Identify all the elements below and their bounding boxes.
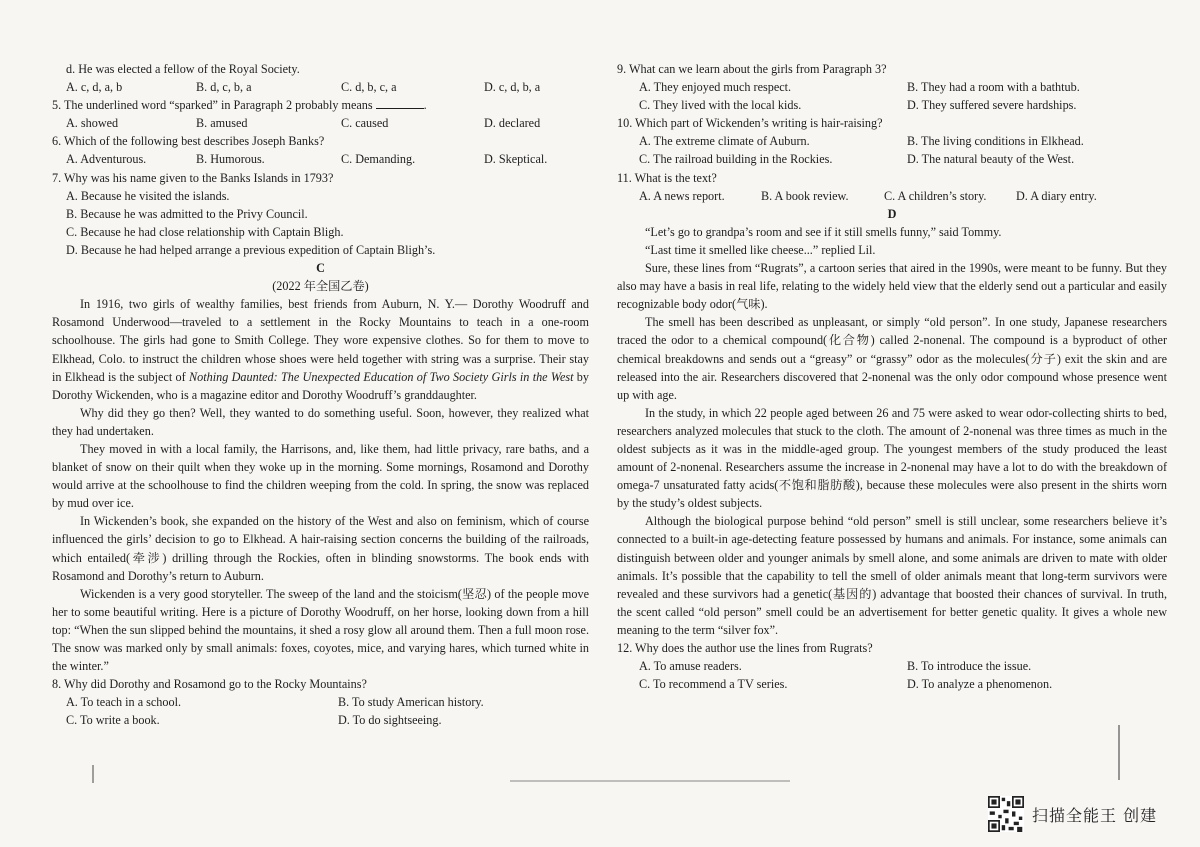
option: A. To amuse readers. <box>639 659 742 674</box>
option: C. Because he had close relationship with Captain Bligh. <box>66 224 344 239</box>
option: B. To study American history. <box>338 695 484 710</box>
passage-paragraph: In the study, in which 22 people aged between 26 and 75 were asked to wear odor-collecting shirts to bed, researchers analyzed molecules that stuck to the cloth. The amount of 2-nonenal was three times as much in the oldest subjects as it was in the middle-aged group. The youngest members of the study produced the least amount of 2-nonenal. Researchers assume the increase in 2-nonenal may have a lot to do with the breakdown of omega-7 unsaturated fatty acids(不饱和脂肪酸), because these molecules were also present in the shirts worn by the study’s oldest subjects. <box>617 405 1167 511</box>
section-source: (2022 年全国乙卷) <box>272 279 369 294</box>
scan-artifact-line <box>510 780 790 782</box>
q11-options <box>617 187 1167 205</box>
option: C. d, b, c, a <box>341 80 397 95</box>
option: C. A children’s story. <box>884 188 987 203</box>
passage-paragraph: The smell has been described as unpleasant, or simply “old person”. In one study, Japanese researchers traced the odor to a chemical compound(化合物) called 2-nonenal. The compound is a byproduct of other chemical breakdowns and sends out a “greasy” or “grassy” odor as the molecules(分子) exit the skin and are released into the air. Researchers discovered that 2-nonenal was the only odor compound whose presence went up with age. <box>617 315 1167 402</box>
option: A. The extreme climate of Auburn. <box>639 134 810 149</box>
option: C. To write a book. <box>66 713 160 728</box>
option: D. declared <box>484 116 541 131</box>
option: C. To recommend a TV series. <box>639 677 788 692</box>
left-column <box>52 60 589 729</box>
section-label: D <box>887 206 897 221</box>
passage-paragraph: Although the biological purpose behind “old person” smell is still unclear, some researchers believe it’s connected to a built-in age-detecting feature possessed by humans and animals. For instance, some animals can distinguish between older and younger animals by smell alone, and some animals are driven to mate with older animals. It’s possible that the capability to tell the smell of older animals meant that long-term survivors were revealed and these survivors had a genetic(基因的) advantage that boosted their chances of survival. In truth, the scent called “old person” smell could be an advertisement for better genetic quality. It gives a whole new meaning to the term “silver fox”. <box>617 514 1167 637</box>
option: C. caused <box>341 116 389 131</box>
question-8: 8. Why did Dorothy and Rosamond go to the Rocky Mountains? <box>52 677 367 692</box>
option: B. amused <box>196 116 248 131</box>
question-12: 12. Why does the author use the lines from Rugrats? <box>617 641 873 655</box>
option: A. Adventurous. <box>66 152 147 167</box>
answer-blank <box>376 98 424 109</box>
question-stem-end: . <box>423 98 427 113</box>
option: A. c, d, a, b <box>66 80 123 95</box>
option: A. showed <box>66 116 119 131</box>
passage-paragraph: In 1916, two girls of wealthy families, best friends from Auburn, N. Y.— Dorothy Woodruff and Rosamond Underwood—traveled to a settlement in the Rocky Mountains to teach in a one-room schoolhouse. The girls had gone to Smith College. They wore expensive clothes. So for them to move to Elkhead, Colo. to instruct the children whose shoes were held together with string was a surprise. Their stay in Elkhead is the subject of Nothing Daunted: The Unexpected Education of Two Society Girls in the West by Dorothy Wickenden, who is a magazine editor and Dorothy Woodruff’s granddaughter. <box>52 297 589 402</box>
question-5 <box>52 96 589 114</box>
question-10: 10. Which part of Wickenden’s writing is hair-raising? <box>617 116 883 131</box>
passage-paragraph: Wickenden is a very good storyteller. The sweep of the land and the stoicism(坚忍) of the people move her to some beautiful writing. Here is a picture of Dorothy Woodruff, on her horse, looking down from a hill top: “When the sun slipped behind the mountains, it shed a rosy glow all around them. Then a full moon rose. The snow was marked only by small animals: foxes, coyotes, mice, and varying hares, which turned white in the winter.” <box>52 586 589 674</box>
dialogue-line: “Last time it smelled like cheese...” replied Lil. <box>645 242 876 257</box>
scan-artifact-line <box>1118 725 1120 780</box>
option: D. To do sightseeing. <box>338 713 442 728</box>
q4-options <box>52 78 589 96</box>
option: B. d, c, b, a <box>196 80 252 95</box>
option: C. Demanding. <box>341 152 416 167</box>
option-line: d. He was elected a fellow of the Royal Society. <box>66 62 300 76</box>
book-title: Nothing Daunted: The Unexpected Education of Two Society Girls in the West <box>189 369 574 384</box>
option: C. The railroad building in the Rockies. <box>639 152 833 167</box>
passage-paragraph: Why did they go then? Well, they wanted to do something useful. Soon, however, they realized what they had undertaken. <box>52 405 589 438</box>
passage-paragraph: Sure, these lines from “Rugrats”, a cartoon series that aired in the 1990s, were meant to be funny. But they also may have a basis in real life, relating to the widely held view that the elderly send out a particular and easily recognizable body odor(气味). <box>617 261 1167 312</box>
passage-paragraph: In Wickenden’s book, she expanded on the history of the West and also on feminism, which of course influenced the girls’ decision to go to Elkhead. A hair-raising section concerns the building of the railroads, which entailed(牵涉) drilling through the Rockies, often in blinding snowstorms. The book ends with Rosamond and Dorothy’s return to Auburn. <box>52 514 589 583</box>
option: B. The living conditions in Elkhead. <box>907 134 1084 149</box>
question-9: 9. What can we learn about the girls from Paragraph 3? <box>617 62 887 76</box>
scanner-watermark <box>988 796 1157 832</box>
q6-options <box>52 150 589 168</box>
question-6: 6. Which of the following best describes Joseph Banks? <box>52 134 325 149</box>
option: A. They enjoyed much respect. <box>639 80 792 95</box>
option: D. c, d, b, a <box>484 80 541 95</box>
option: D. Because he had helped arrange a previous expedition of Captain Bligh’s. <box>66 242 436 257</box>
option: B. Humorous. <box>196 152 265 167</box>
option: B. Because he was admitted to the Privy Council. <box>66 206 308 221</box>
scan-artifact-line <box>92 765 94 783</box>
option: C. They lived with the local kids. <box>639 98 802 113</box>
option: B. They had a room with a bathtub. <box>907 80 1080 95</box>
watermark-text: 扫描全能王 创建 <box>1032 805 1158 825</box>
section-label: C <box>316 261 325 276</box>
qr-code-icon <box>988 796 1024 832</box>
question-11: 11. What is the text? <box>617 170 717 185</box>
option: D. Skeptical. <box>484 152 548 167</box>
option: A. To teach in a school. <box>66 695 182 710</box>
option: D. To analyze a phenomenon. <box>907 677 1053 692</box>
option: D. They suffered severe hardships. <box>907 98 1077 113</box>
option: B. To introduce the issue. <box>907 659 1032 674</box>
option: A. Because he visited the islands. <box>66 188 230 203</box>
q10-options <box>617 132 1167 168</box>
option: A. A news report. <box>639 188 725 203</box>
passage-paragraph: They moved in with a local family, the Harrisons, and, like them, had little privacy, rare baths, and a blanket of snow on their quilt when they woke up in the morning. Some mornings, Rosamond and Dorothy would arrive at the schoolhouse to find the children weeping from the cold. In spring, the snow was replaced by mud over ice. <box>52 441 589 511</box>
q8-options <box>52 693 589 729</box>
q5-options <box>52 114 589 132</box>
dialogue-line: “Let’s go to grandpa’s room and see if it still smells funny,” said Tommy. <box>645 224 1002 239</box>
q12-options <box>617 657 1167 693</box>
q9-options <box>617 78 1167 114</box>
option: D. A diary entry. <box>1016 188 1097 203</box>
right-column <box>617 60 1167 693</box>
question-7: 7. Why was his name given to the Banks Islands in 1793? <box>52 170 334 185</box>
question-stem: 5. The underlined word “sparked” in Paragraph 2 probably means <box>52 98 373 113</box>
option: D. The natural beauty of the West. <box>907 152 1075 167</box>
option: B. A book review. <box>761 188 849 203</box>
